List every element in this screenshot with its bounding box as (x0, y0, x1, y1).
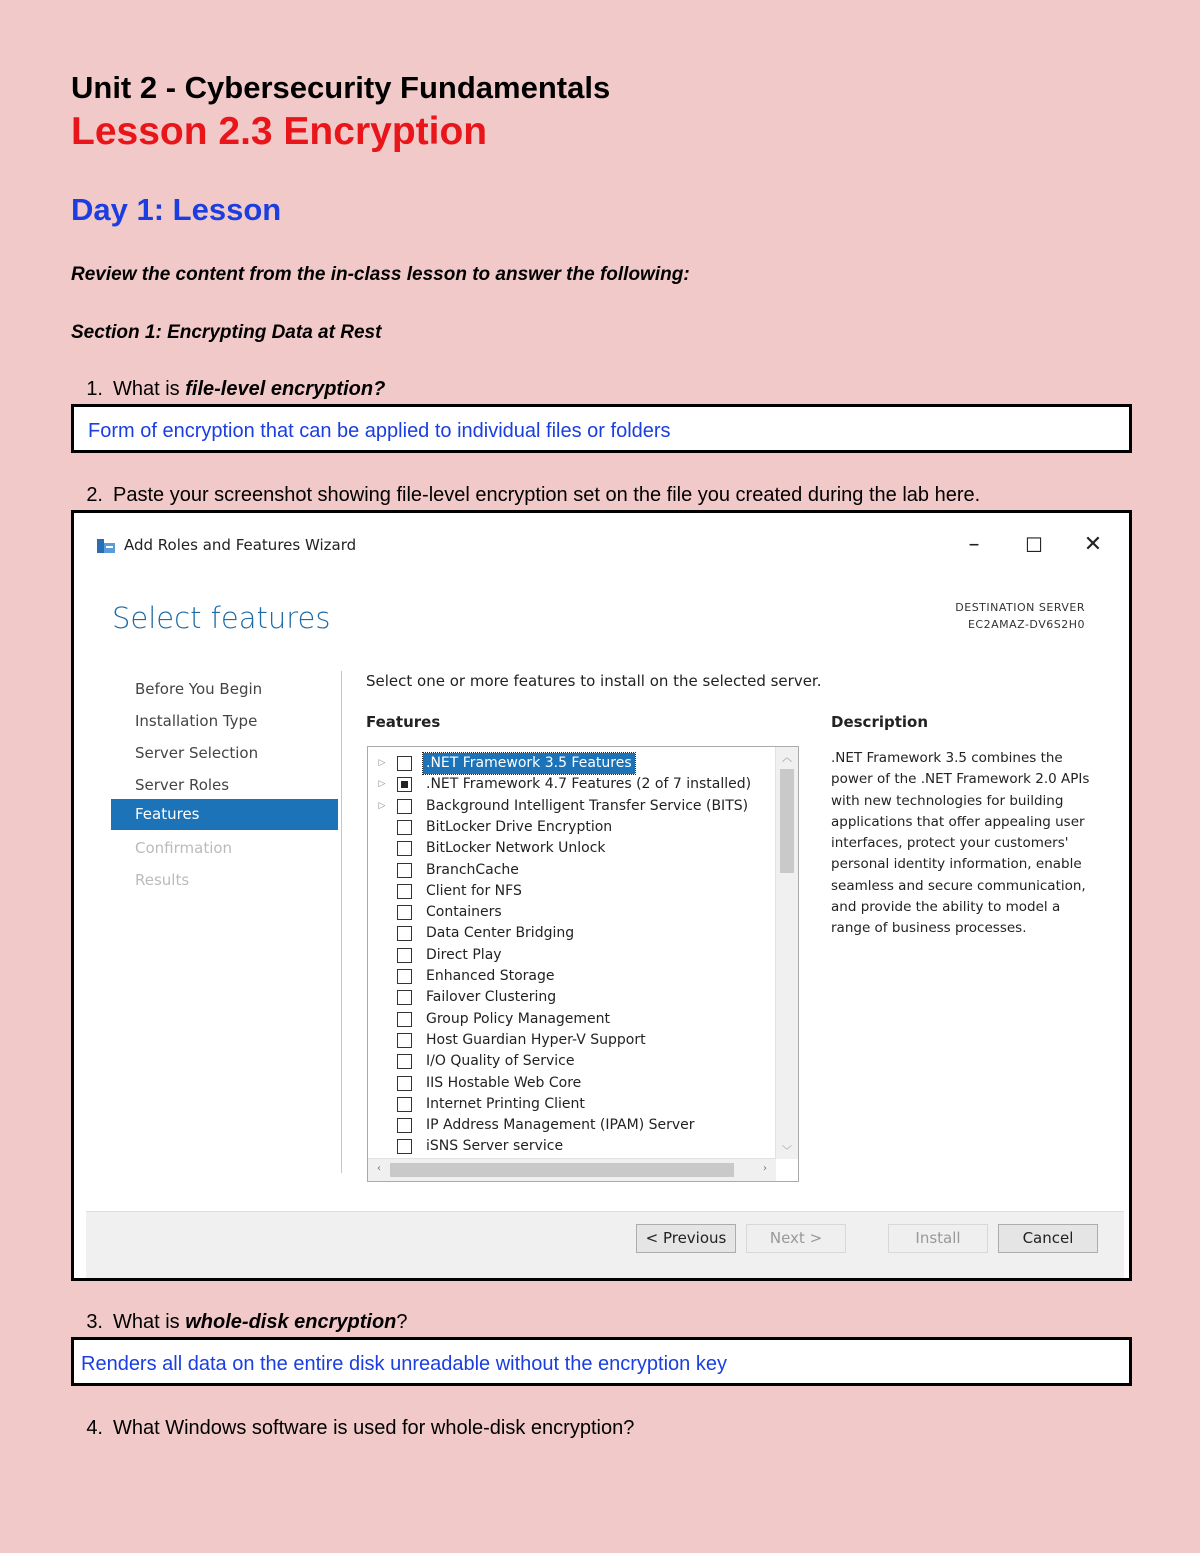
question-number: 1. (86, 378, 103, 400)
instructions: Review the content from the in-class lesson to answer the following: (71, 264, 690, 285)
close-icon[interactable]: ✕ (1083, 532, 1103, 557)
nav-item-installation-type[interactable]: Installation Type (135, 712, 258, 730)
destination-server: EC2AMAZ-DV6S2H0 (967, 618, 1085, 631)
scroll-left-icon[interactable]: ‹ (377, 1163, 381, 1174)
question-suffix: ? (396, 1311, 408, 1333)
feature-checkbox[interactable] (397, 1097, 412, 1112)
description-text: .NET Framework 3.5 combines the power of the .NET Framework 2.0 APIs with new technologies for building applications that offer appealing user interfaces, protect your customers' personal identity information, enable seamless and secure communication, and provide the ability to model a range of business processes. (831, 750, 1090, 937)
vertical-scrollbar[interactable] (775, 747, 798, 1159)
feature-label: BitLocker Network Unlock (426, 840, 606, 857)
install-button[interactable]: Install (888, 1224, 988, 1253)
feature-label: Internet Printing Client (426, 1095, 585, 1112)
question-text: What is (113, 1311, 186, 1333)
horizontal-scroll-thumb[interactable] (390, 1163, 734, 1177)
feature-label: I/O Quality of Service (426, 1053, 575, 1070)
feature-label: Containers (426, 904, 502, 921)
question-3 (71, 1311, 408, 1334)
wizard-heading: Select features (112, 601, 331, 635)
description-label: Description (831, 713, 929, 731)
feature-label: BitLocker Drive Encryption (426, 818, 613, 835)
expand-icon[interactable]: ▷ (378, 800, 386, 811)
feature-checkbox[interactable] (397, 948, 412, 963)
vertical-scroll-thumb[interactable] (780, 769, 794, 873)
screenshot-frame (71, 510, 1132, 1281)
expand-icon[interactable]: ▷ (378, 779, 386, 790)
maximize-icon[interactable]: ☐ (1025, 533, 1043, 557)
nav-divider (341, 671, 342, 1173)
feature-label: Client for NFS (426, 882, 522, 899)
feature-checkbox[interactable] (397, 969, 412, 984)
feature-label: Direct Play (426, 946, 502, 963)
feature-checkbox[interactable] (397, 1012, 412, 1027)
feature-label: IIS Hostable Web Core (426, 1074, 582, 1091)
feature-label: Group Policy Management (426, 1010, 611, 1027)
feature-checkbox[interactable] (397, 1076, 412, 1091)
answer-text-1: Form of encryption that can be applied to individual files or folders (88, 420, 671, 442)
scroll-right-icon[interactable]: › (763, 1163, 767, 1174)
feature-checkbox[interactable] (397, 990, 412, 1005)
day-title: Day 1: Lesson (71, 192, 282, 227)
feature-checkbox[interactable] (397, 1054, 412, 1069)
answer-text-3: Renders all data on the entire disk unreadable without the encryption key (81, 1353, 727, 1375)
feature-checkbox[interactable] (397, 905, 412, 920)
feature-checkbox[interactable] (397, 884, 412, 899)
scroll-up-icon[interactable]: ︿ (782, 753, 792, 764)
previous-button[interactable]: < Previous (636, 1224, 736, 1253)
question-2 (71, 484, 980, 507)
server-manager-icon (96, 537, 116, 555)
feature-checkbox[interactable] (397, 926, 412, 941)
feature-checkbox[interactable] (397, 799, 412, 814)
nav-item-before-you-begin[interactable]: Before You Begin (135, 680, 263, 698)
feature-label: BranchCache (426, 861, 519, 878)
feature-label: Data Center Bridging (426, 925, 575, 942)
feature-label: iSNS Server service (426, 1138, 564, 1155)
question-text: What Windows software is used for whole-disk encryption? (113, 1417, 635, 1439)
destination-label: DESTINATION SERVER (955, 601, 1085, 614)
lesson-title: Lesson 2.3 Encryption (71, 110, 488, 153)
question-number: 3. (86, 1311, 103, 1333)
feature-checkbox[interactable] (397, 863, 412, 878)
question-1 (71, 378, 385, 401)
next-button[interactable]: Next > (746, 1224, 846, 1253)
question-text: What is (113, 378, 186, 400)
feature-list[interactable] (367, 746, 799, 1182)
question-number: 4. (86, 1417, 103, 1439)
feature-checkbox[interactable] (397, 756, 412, 771)
nav-item-confirmation: Confirmation (135, 839, 233, 857)
nav-item-results: Results (135, 871, 190, 889)
feature-label: IP Address Management (IPAM) Server (426, 1117, 695, 1134)
nav-item-server-selection[interactable]: Server Selection (135, 744, 259, 762)
feature-label: .NET Framework 4.7 Features (2 of 7 installed) (426, 776, 752, 793)
nav-item-server-roles[interactable]: Server Roles (135, 776, 230, 794)
feature-label: Background Intelligent Transfer Service (BITS) (426, 797, 749, 814)
horizontal-scrollbar[interactable] (368, 1158, 776, 1181)
features-label: Features (366, 713, 441, 731)
expand-icon[interactable]: ▷ (378, 758, 386, 768)
nav-item-features[interactable]: Features (111, 799, 338, 830)
question-emphasis: whole-disk encryption (185, 1311, 397, 1333)
feature-checkbox[interactable] (397, 841, 412, 856)
question-number: 2. (86, 484, 103, 506)
feature-checkbox[interactable] (397, 1118, 412, 1133)
feature-checkbox[interactable] (397, 1139, 412, 1154)
answer-box-3[interactable] (71, 1337, 1132, 1386)
window-title: Add Roles and Features Wizard (124, 536, 357, 554)
minimize-icon[interactable]: – (968, 532, 980, 557)
question-4 (71, 1417, 634, 1440)
cancel-button[interactable]: Cancel (998, 1224, 1098, 1253)
feature-checkbox[interactable] (397, 820, 412, 835)
feature-label: Failover Clustering (426, 989, 557, 1006)
feature-checkbox[interactable] (397, 777, 412, 792)
scroll-down-icon[interactable]: ﹀ (782, 1146, 792, 1157)
feature-label: Host Guardian Hyper-V Support (426, 1031, 646, 1048)
unit-title: Unit 2 - Cybersecurity Fundamentals (71, 70, 611, 105)
question-text: Paste your screenshot showing file-level encryption set on the file you created during the lab here. (113, 484, 981, 506)
feature-checkbox[interactable] (397, 1033, 412, 1048)
feature-label: .NET Framework 3.5 Features (423, 753, 635, 774)
feature-label: Enhanced Storage (426, 968, 555, 984)
section-title: Section 1: Encrypting Data at Rest (71, 322, 382, 343)
answer-box-1[interactable] (71, 404, 1132, 453)
select-prompt: Select one or more features to install on the selected server. (366, 672, 822, 690)
question-emphasis: file-level encryption? (185, 378, 386, 400)
